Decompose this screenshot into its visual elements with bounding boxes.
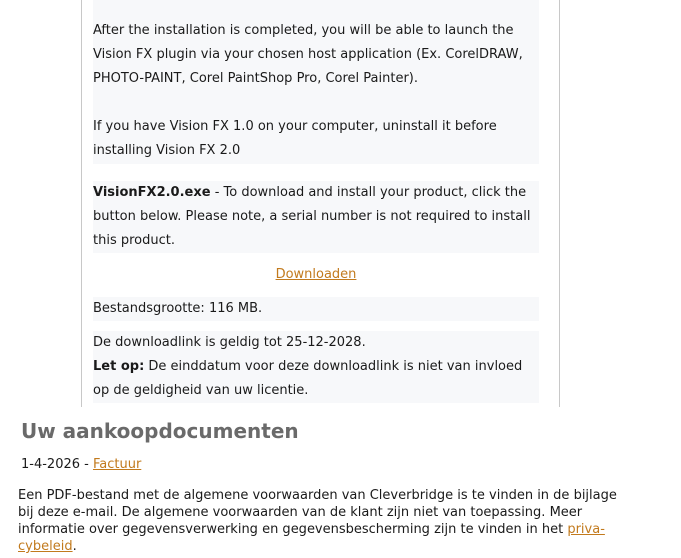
invoice-link[interactable]: Factuur <box>92 457 142 472</box>
download-link[interactable]: Downloaden <box>275 267 357 282</box>
download-note <box>93 355 539 403</box>
download-panel <box>81 0 560 407</box>
download-button-row <box>93 263 539 287</box>
note-text: De einddatum voor deze downloadlink is niet van invloed op de geldigheid van uw licentie. <box>93 359 523 398</box>
download-block <box>93 181 539 397</box>
legal-end: . <box>72 539 77 554</box>
install-completed-text: After the installation is completed, you will be able to launch the Vision FX plugin via your chosen host application (Ex. CorelDRAW, PHOTO-PAINT, Corel PaintShop Pro, Corel Painter). <box>93 23 523 86</box>
download-valid-until: De downloadlink is geldig tot 25-12-2028. <box>93 331 539 355</box>
download-description-text: - To download and install your product, click the button below. Please note, a serial number is not required to install this product. <box>93 185 531 248</box>
legal-body: Een PDF-bestand met de algemene voorwaarden van Cleverbridge is te vinden in de bijlage bij deze e-mail. De algemene voorwaarden van de klant zijn niet van toepassing. Meer informatie over gegevensverwerking en gegevensbescherming zijn te vinden in het <box>18 488 617 537</box>
file-size: Bestandsgrootte: 116 MB. <box>93 297 539 321</box>
uninstall-text: If you have Vision FX 1.0 on your computer, uninstall it before installing Vision FX 2.0 <box>93 119 497 158</box>
download-filename: VisionFX2.0.exe <box>93 185 211 200</box>
legal-text <box>18 487 618 555</box>
download-description <box>93 181 539 253</box>
documents-heading: Uw aankoopdocumenten <box>21 419 299 443</box>
note-label: Let op: <box>93 359 145 374</box>
invoice-line <box>21 456 141 474</box>
invoice-date: 1-4-2026 - <box>21 457 93 472</box>
privacy-link[interactable]: priva-cybeleid <box>18 522 605 554</box>
install-info-block <box>93 0 539 164</box>
